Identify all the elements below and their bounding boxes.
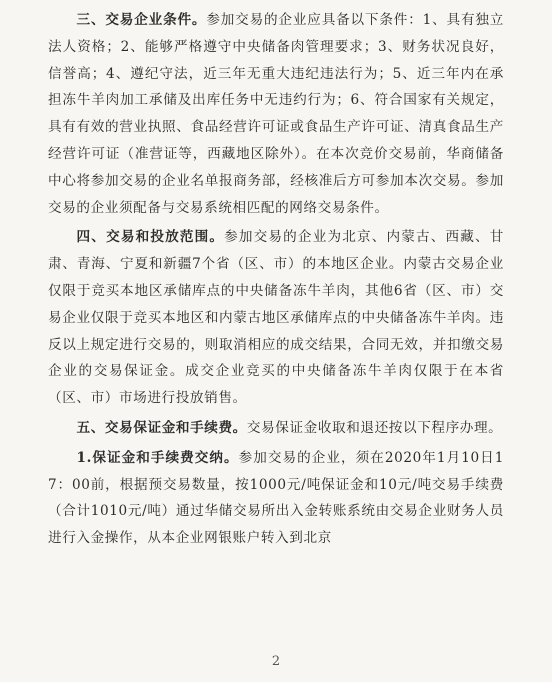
subsection-1-paragraph: [48, 445, 504, 552]
section-4-paragraph: [48, 224, 504, 412]
subsection-1-body: 参加交易的企业，须在2020年1月10日17：00前，根据预交易数量，按1000元/吨保证金和10元/吨交易手续费（合计1010元/吨）通过华储交易所出入金转账系统由交易企业财务人员进行入金操作，从本企业网银账户转入到北京: [48, 449, 504, 547]
section-4-heading: 四、交易和投放范围。: [76, 229, 225, 246]
section-3-body: 参加交易的企业应具备以下条件：1、具有独立法人资格；2、能够严格遵守中央储备肉管理要求；3、财务状况良好，信誉高；4、遵纪守法，近三年无重大违纪违法行为；5、近三年内在承担冻牛羊肉加工承储及出库任务中无违约行为；6、符合国家有关规定，具有有效的营业执照、食品经营许可证或食品生产许可证、清真食品生产经营许可证（准营证等，西藏地区除外）。在本次竞价交易前，华商储备中心将参加交易的企业名单报商务部，经核准后方可参加本次交易。参加交易的企业须配备与交易系统相匹配的网络交易条件。: [48, 12, 505, 216]
section-3-paragraph: [48, 7, 504, 221]
section-5-paragraph: [48, 415, 504, 442]
page-number: 2: [271, 654, 281, 669]
section-3-heading: 三、交易企业条件。: [76, 12, 207, 28]
section-5-heading: 五、交易保证金和手续费。: [76, 419, 247, 436]
section-4-body: 参加交易的企业为北京、内蒙古、西藏、甘肃、青海、宁夏和新疆7个省（区、市）的本地区企业。内蒙古交易企业仅限于竞买本地区承储库点的中央储备冻牛羊肉，其他6省（区、市）交易企业仅限于竞买本地区和内蒙古地区承储库点的中央储备冻牛羊肉。违反以上规定进行交易的，则取消相应的成交结果，合同无效，并扣缴交易企业的交易保证金。成交企业竞买的中央储备冻牛羊肉仅限于在本省（区、市）市场进行投放销售。: [48, 229, 504, 407]
subsection-1-heading: 1.保证金和手续费交纳。: [76, 449, 239, 466]
section-5-body: 交易保证金收取和退还按以下程序办理。: [246, 419, 503, 436]
